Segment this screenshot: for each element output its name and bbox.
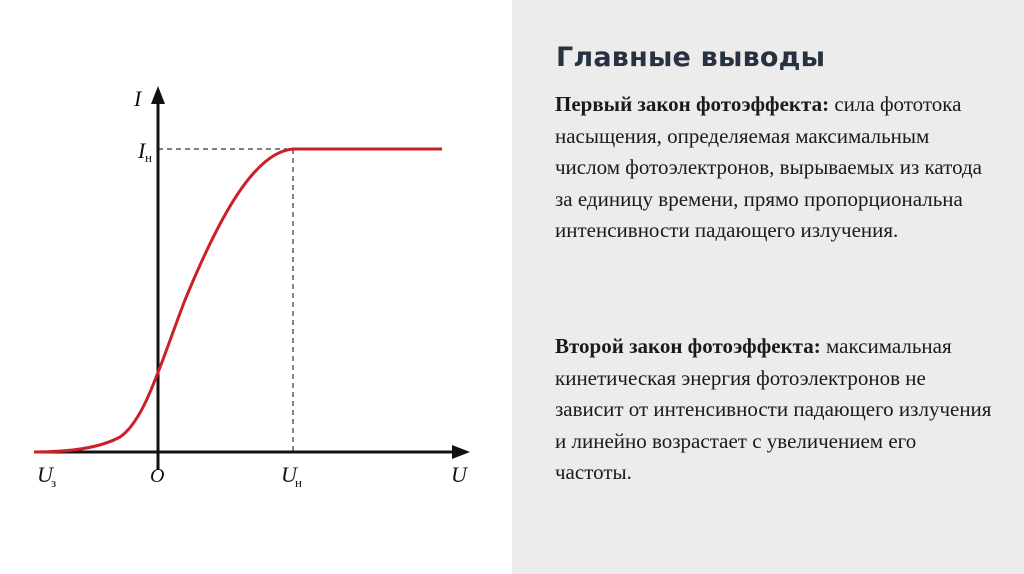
stopping-voltage-label: U bbox=[37, 462, 53, 487]
origin-label: O bbox=[150, 465, 165, 487]
current-voltage-curve bbox=[34, 149, 442, 452]
saturation-voltage-label: U bbox=[281, 462, 297, 487]
second-law-paragraph bbox=[555, 331, 995, 489]
second-law-text: максимальная кинетическая энергия фотоэлектронов не зависит от интенсивности падающего излучения и линейно возрастает с увеличением его частоты. bbox=[555, 334, 992, 484]
stopping-voltage-subscript: з bbox=[51, 475, 57, 490]
saturation-voltage-subscript: н bbox=[295, 475, 302, 490]
y-axis-arrow-icon bbox=[151, 86, 165, 104]
y-axis-label: I bbox=[134, 86, 142, 111]
page-title: Главные выводы bbox=[556, 42, 826, 73]
second-law-heading: Второй закон фотоэффекта: bbox=[555, 334, 821, 358]
x-axis-label: U bbox=[451, 462, 467, 487]
saturation-current-label: I bbox=[138, 138, 146, 163]
x-axis-arrow-icon bbox=[452, 445, 470, 459]
saturation-current-subscript: н bbox=[145, 150, 152, 165]
first-law-text: сила фототока насыщения, определяемая максимальным числом фотоэлектронов, вырываемых из катода за единицу времени, прямо пропорциональна интенсивности падающего излучения. bbox=[555, 92, 982, 242]
first-law-heading: Первый закон фотоэффекта: bbox=[555, 92, 830, 116]
first-law-paragraph bbox=[555, 89, 995, 247]
